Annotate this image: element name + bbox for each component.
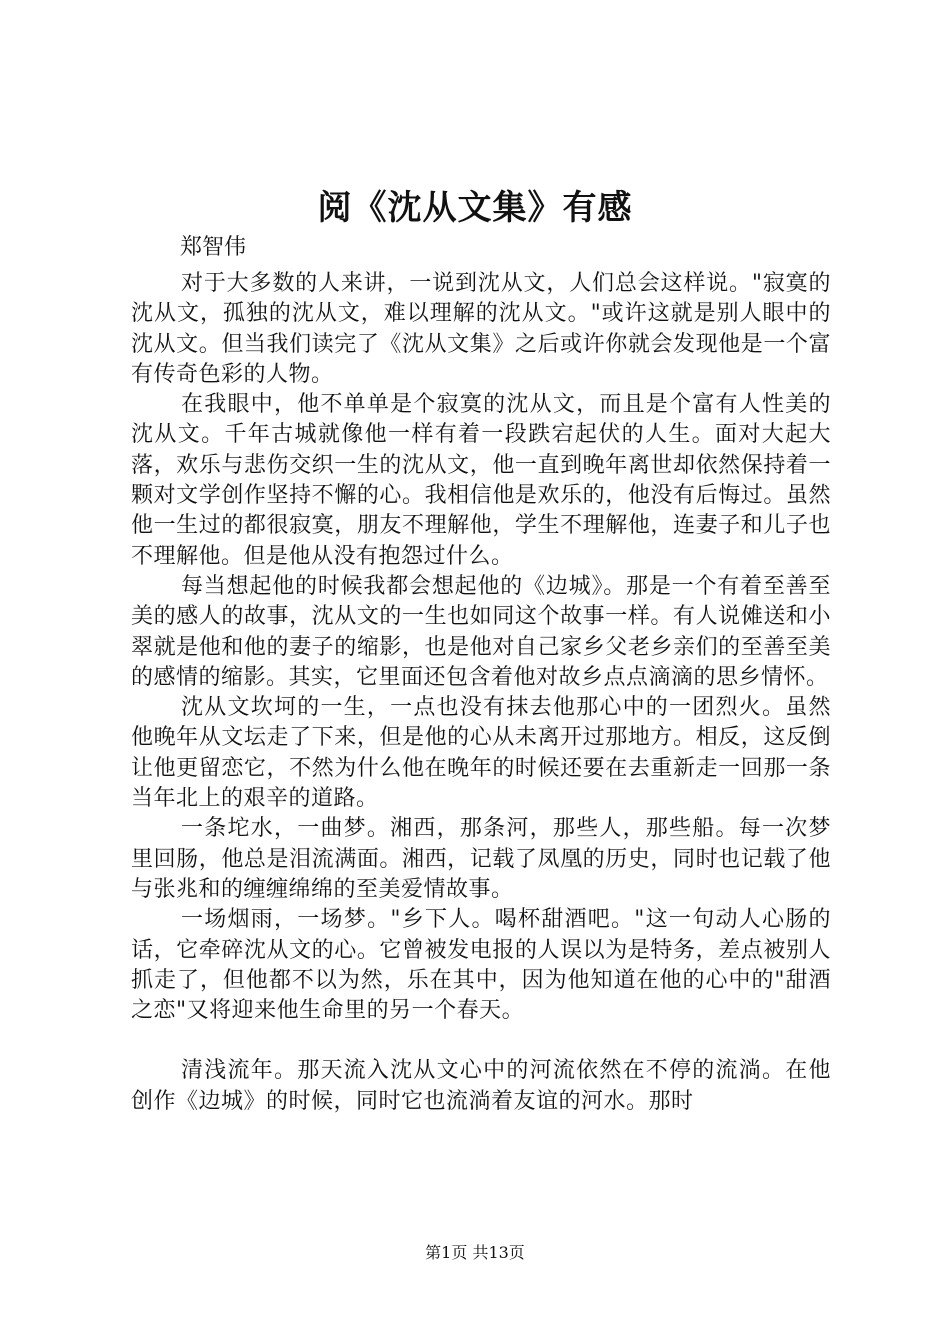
paragraph: 对于大多数的人来讲，一说到沈从文，人们总会这样说。"寂寞的沈从文，孤独的沈从文，难以理解的沈从文。"或许这就是别人眼中的沈从文。但当我们读完了《沈从文集》之后或许你就会发现他是一个富有传奇色彩的人物。 [131,271,831,387]
paragraph: 沈从文坎坷的一生，一点也没有抹去他那心中的一团烈火。虽然他晚年从文坛走了下来，但是他的心从未离开过那地方。相反，这反倒让他更留恋它，不然为什么他在晚年的时候还要在去重新走一回那一条当年北上的艰辛的道路。 [131,695,831,812]
page-number-footer: 第1页 共13页 [425,1243,525,1262]
paragraph: 在我眼中，他不单单是个寂寞的沈从文，而且是个富有人性美的沈从文。千年古城就像他一样有着一段跌宕起伏的人生。面对大起大落，欢乐与悲伤交织一生的沈从文，他一直到晚年离世却依然保持着一颗对文学创作坚持不懈的心。我相信他是欢乐的，他没有后悔过。虽然他一生过的都很寂寞，朋友不理解他，学生不理解他，连妻子和儿子也不理解他。但是他从没有抱怨过什么。 [131,392,831,569]
author-name: 郑智伟 [180,235,247,260]
document-title: 阅《沈从文集》有感 [317,188,633,228]
paragraph: 一条坨水，一曲梦。湘西，那条河，那些人，那些船。每一次梦里回肠，他总是泪流满面。湘西，记载了凤凰的历史，同时也记载了他与张兆和的缠缠绵绵的至美爱情故事。 [131,816,831,902]
paragraph: 清浅流年。那天流入沈从文心中的河流依然在不停的流淌。在他创作《边城》的时候，同时它也流淌着友谊的河水。那时 [131,1058,831,1114]
document-body [131,269,831,1117]
paragraph: 每当想起他的时候我都会想起他的《边城》。那是一个有着至善至美的感人的故事，沈从文的一生也如同这个故事一样。有人说傩送和小翠就是他和他的妻子的缩影，也是他对自己家乡父老乡亲们的至善至美的感情的缩影。其实，它里面还包含着他对故乡点点滴滴的思乡情怀。 [131,573,831,690]
paragraph: 一场烟雨，一场梦。"乡下人。喝杯甜酒吧。"这一句动人心肠的话，它牵碎沈从文的心。它曾被发电报的人误以为是特务，差点被别人抓走了，但他都不以为然，乐在其中，因为他知道在他的心中的"甜酒之恋"又将迎来他生命里的另一个春天。 [131,907,831,1024]
